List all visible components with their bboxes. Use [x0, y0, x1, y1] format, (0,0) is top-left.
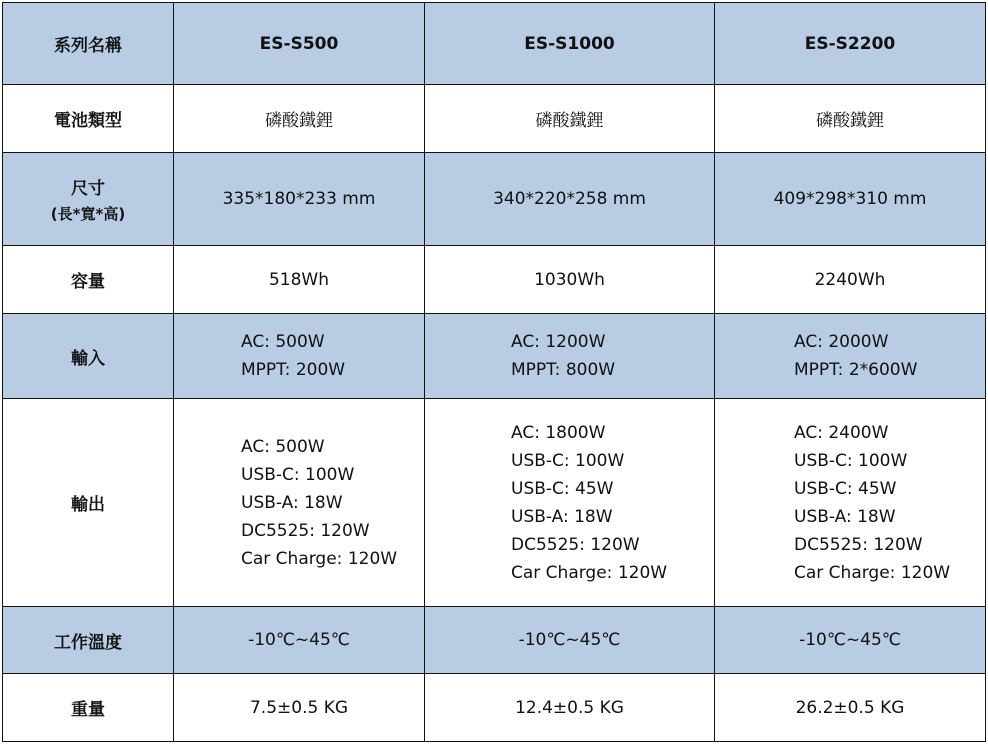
- spec-line: USB-C: 100W: [241, 464, 355, 485]
- cell-list: [715, 314, 986, 399]
- spec-line: USB-A: 18W: [794, 506, 896, 527]
- cell-value: 335*180*233 mm: [174, 153, 425, 246]
- cell-value: 磷酸鐵鋰: [174, 85, 425, 153]
- row-label-cell: [3, 153, 174, 246]
- row-dimensions: [3, 153, 986, 246]
- spec-line: USB-A: 18W: [241, 492, 343, 513]
- cell-value: 磷酸鐵鋰: [425, 85, 715, 153]
- cell-list: [425, 399, 715, 607]
- cell-list: [715, 399, 986, 607]
- spec-line: DC5525: 120W: [241, 520, 370, 541]
- row-label: 工作溫度: [3, 607, 174, 674]
- cell-value: 7.5±0.5 KG: [174, 674, 425, 742]
- spec-line: AC: 1800W: [511, 422, 606, 443]
- cell-value: 340*220*258 mm: [425, 153, 715, 246]
- row-label: 輸入: [3, 314, 174, 399]
- model-name: ES-S1000: [425, 3, 715, 85]
- spec-line: USB-A: 18W: [511, 506, 613, 527]
- row-battery-type: [3, 85, 986, 153]
- cell-value: 1030Wh: [425, 246, 715, 314]
- spec-line: Car Charge: 120W: [241, 548, 398, 569]
- spec-line: DC5525: 120W: [511, 534, 640, 555]
- header-row: [3, 3, 986, 85]
- cell-value: 26.2±0.5 KG: [715, 674, 986, 742]
- spec-line: Car Charge: 120W: [511, 562, 668, 583]
- spec-line: MPPT: 200W: [241, 360, 346, 380]
- row-working-temperature: [3, 607, 986, 674]
- cell-value: 2240Wh: [715, 246, 986, 314]
- spec-line: USB-C: 45W: [794, 478, 897, 499]
- cell-list: [425, 314, 715, 399]
- row-sublabel: (長*寬*高): [50, 205, 126, 223]
- row-weight: [3, 674, 986, 742]
- spec-line: USB-C: 100W: [511, 450, 625, 471]
- cell-list: [174, 399, 425, 607]
- row-label: 電池類型: [3, 85, 174, 153]
- spec-line: DC5525: 120W: [794, 534, 923, 555]
- header-label: 系列名稱: [3, 3, 174, 85]
- cell-value: -10℃~45℃: [425, 607, 715, 674]
- row-input: [3, 314, 986, 399]
- model-name: ES-S500: [174, 3, 425, 85]
- row-output: [3, 399, 986, 607]
- spec-line: USB-C: 100W: [794, 450, 908, 471]
- spec-line: AC: 500W: [241, 332, 325, 352]
- cell-value: -10℃~45℃: [174, 607, 425, 674]
- cell-value: 磷酸鐵鋰: [715, 85, 986, 153]
- spec-line: MPPT: 2*600W: [794, 360, 918, 380]
- cell-value: -10℃~45℃: [715, 607, 986, 674]
- model-name: ES-S2200: [715, 3, 986, 85]
- spec-line: USB-C: 45W: [511, 478, 614, 499]
- row-capacity: [3, 246, 986, 314]
- spec-line: AC: 1200W: [511, 332, 606, 352]
- spec-line: MPPT: 800W: [511, 360, 616, 380]
- cell-value: 518Wh: [174, 246, 425, 314]
- cell-value: 12.4±0.5 KG: [425, 674, 715, 742]
- spec-line: Car Charge: 120W: [794, 562, 951, 583]
- spec-line: AC: 2000W: [794, 332, 889, 352]
- cell-value: 409*298*310 mm: [715, 153, 986, 246]
- row-label: 尺寸: [71, 179, 105, 199]
- spec-table: [2, 2, 986, 742]
- spec-line: AC: 2400W: [794, 422, 889, 443]
- spec-line: AC: 500W: [241, 436, 325, 457]
- cell-list: [174, 314, 425, 399]
- row-label: 輸出: [3, 399, 174, 607]
- row-label: 重量: [3, 674, 174, 742]
- row-label: 容量: [3, 246, 174, 314]
